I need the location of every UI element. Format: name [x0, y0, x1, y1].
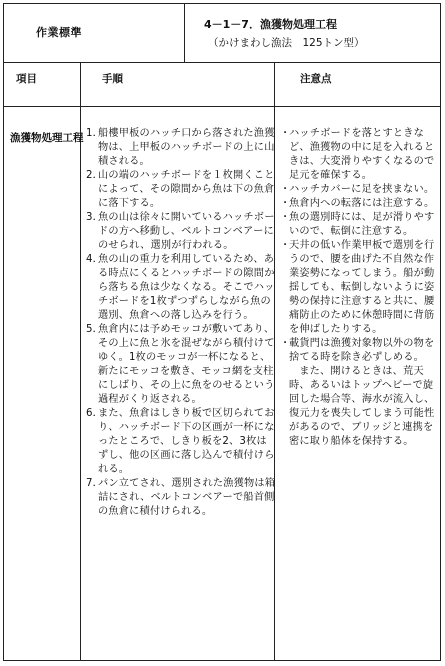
list-item-continuation: また、開けるときは、荒天時、あるいはトップヘビーで旋回した場合等、海水が流入し、復元力を喪失してしまう可能性があるので、ブリッジと連携を密に取り船体を保持する。	[289, 366, 435, 447]
header-label: 作業標準	[36, 26, 82, 39]
column-header-procedure: 手順	[102, 73, 123, 85]
list-item: 6． また、魚倉はしきり板で区切られており、ハッチボード下の区画が一杯になったところで、しきり板を2、3枚はずし、他の区画に落し込んで積付けられる。	[86, 408, 275, 475]
header-title-cell	[184, 4, 440, 62]
list-item: 4． 魚の山の重力を利用しているため、ある時点にくるとハッチボードの隙間から落ちる魚は少なくなる。そこでハッチボードを1枚ずつずらしながら魚の選別、魚倉への落し込みを行う。	[86, 254, 275, 321]
list-item: ・ 魚倉内への転落には注意する。	[280, 198, 435, 209]
page-title: 4－1－7．漁獲物処理工程	[204, 18, 337, 31]
list-item: ・ 載貨門は漁獲対象物以外の物を捨てる時を除き必ずしめる。	[280, 338, 435, 363]
list-item: 3． 魚の山は徐々に開いているハッチボードの方へ移動し、ベルトコンベアーにのせられ、選別が行われる。	[86, 212, 275, 251]
column-header-caution: 注意点	[300, 73, 332, 85]
sheet-header	[4, 4, 440, 63]
work-standard-sheet	[3, 3, 441, 661]
header-label-cell	[4, 4, 185, 62]
list-item: ・ 魚の選別時には、足が滑りやすいので、転倒に注意する。	[280, 212, 435, 237]
column-header-item: 項目	[16, 73, 37, 85]
list-item: 5． 魚倉内には予めモッコが敷いてあり、その上に魚と氷を混ぜながら積付けて ゆく。1枚のモッコが一杯になると、新たにモッコを敷き、モッコ網を支柱にしばり、その上に魚をのせるという過程がくり返される。	[86, 324, 275, 405]
list-item: 1． 船樓甲板のハッチ口から落された漁獲物は、上甲板のハッチボードの上に山積される。	[86, 128, 275, 167]
column-divider	[80, 62, 81, 660]
procedure-list	[86, 127, 276, 519]
caution-list	[280, 127, 440, 449]
list-item: ・ ハッチボードを落とすときなど、漁獲物の中に足を入れるときは、大変滑りやすくなるので足元を確保する。	[280, 128, 435, 181]
list-item: ・ ハッチカバーに足を挟まない。	[280, 184, 435, 195]
column-header-row	[4, 62, 440, 107]
list-item: ・ 天井の低い作業甲板で選別を行うので、腰を曲げた不自然な作業姿勢になってしまう。船が動揺しても、転倒しないように姿勢の保持に注意すると共に、腰痛防止のために休憩時間に背筋を伸ばしたりする。	[280, 240, 435, 335]
list-item: 2． 山の端のハッチボードを１枚開くことによって、その隙間から魚は下の魚倉に落下する。	[86, 170, 275, 209]
page-subtitle: （かけまわし漁法 125トン型）	[208, 37, 365, 49]
list-item: 7． パン立てされ、選別された漁獲物は箱詰にされ、ベルトコンベアーで船首側の魚倉に積付けられる。	[86, 478, 276, 517]
item-label: 漁獲物処理工程	[10, 132, 84, 144]
